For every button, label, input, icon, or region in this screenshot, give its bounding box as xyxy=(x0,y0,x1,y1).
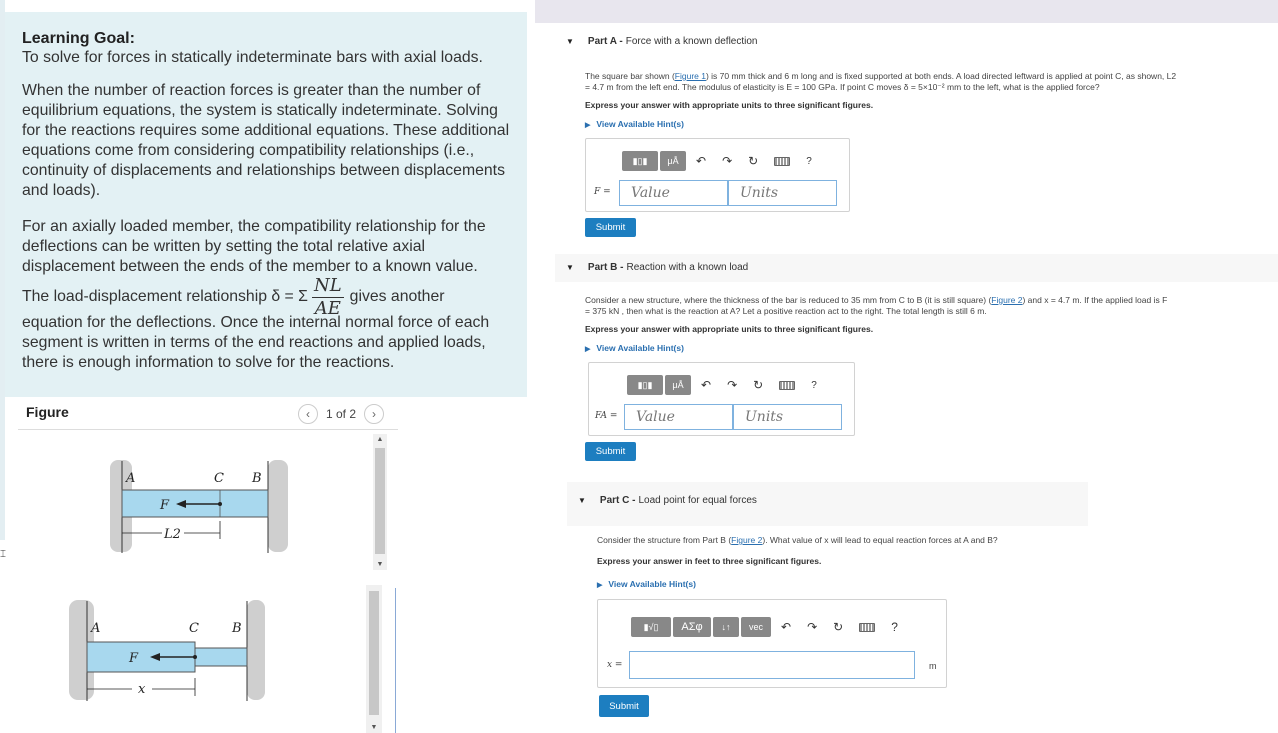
label-b: B xyxy=(232,621,242,636)
reset-icon[interactable]: ↻ xyxy=(753,378,764,392)
cursor-mark: ⌶ xyxy=(0,549,6,560)
load-point xyxy=(218,502,222,506)
figure-scrollbar[interactable] xyxy=(373,434,387,570)
math-toolbar xyxy=(631,617,906,637)
reset-icon[interactable]: ↻ xyxy=(833,620,844,634)
part-a-value-input[interactable]: Value xyxy=(619,180,728,206)
part-b-units-input[interactable]: Units xyxy=(733,404,842,430)
figure-2-diagram xyxy=(62,598,282,703)
part-b-question: Consider a new structure, where the thickness of the bar is reduced to 35 mm from C to B (it is still square) (Figure 2) and x = 4.7 m. If the applied load is F = 375 kN , then what is the reaction at A? Let a positive reaction act to the right. The total length is still 6 m. xyxy=(585,295,1168,316)
part-a-var-label: F = xyxy=(594,187,611,197)
figure-2-link[interactable]: Figure 2 xyxy=(991,295,1023,305)
thin-bar xyxy=(195,648,247,666)
collapse-triangle-icon[interactable]: ▼ xyxy=(566,263,574,272)
formula-prefix: The load-displacement relationship δ = Σ xyxy=(22,288,308,305)
figure-1-diagram xyxy=(100,455,300,555)
formula-denominator: AE xyxy=(314,297,341,319)
help-icon[interactable]: ? xyxy=(891,620,898,634)
figure-2-link[interactable]: Figure 2 xyxy=(731,535,763,545)
redo-icon[interactable]: ↷ xyxy=(722,154,733,168)
figure-title: Figure xyxy=(26,404,69,420)
part-c-var-label: x = xyxy=(607,660,623,670)
math-toolbar xyxy=(622,151,820,171)
part-a-instruction: Express your answer with appropriate units to three significant figures. xyxy=(585,100,874,110)
part-b-header[interactable] xyxy=(566,262,748,273)
keyboard-icon[interactable] xyxy=(779,381,795,390)
goal-formula-line xyxy=(22,274,527,319)
math-toolbar xyxy=(627,375,825,395)
part-b-label: Part B - xyxy=(587,262,624,273)
collapse-triangle-icon[interactable]: ▼ xyxy=(578,496,586,505)
label-l2: L2 xyxy=(164,527,181,542)
help-icon[interactable]: ? xyxy=(806,155,812,167)
scroll-thumb[interactable] xyxy=(375,448,385,554)
help-icon[interactable]: ? xyxy=(811,379,817,391)
part-c-hint[interactable]: ▶ View Available Hint(s) xyxy=(597,579,696,589)
label-a: A xyxy=(91,621,101,636)
part-b-value-input[interactable]: Value xyxy=(624,404,733,430)
part-c-answer-box xyxy=(597,599,947,688)
part-a-header[interactable] xyxy=(566,36,757,47)
caret-right-icon: ▶ xyxy=(597,582,603,589)
scroll-thumb[interactable] xyxy=(369,591,379,715)
part-c-unit: m xyxy=(929,661,937,671)
part-a-question: The square bar shown (Figure 1) is 70 mm thick and 6 m long and is fixed supported at both ends. A load directed leftward is applied at point C, as shown, L2 = 4.7 m from the left end. The modulus of elasticity is E = 100 GPa. If point C moves δ = 5×10⁻² mm to the left, what is the applied force? xyxy=(585,71,1177,92)
goal-heading: Learning Goal: xyxy=(22,30,135,47)
figure-pager xyxy=(298,404,384,424)
part-a-title: Force with a known deflection xyxy=(625,36,758,47)
formula-suffix: gives another xyxy=(349,288,445,305)
reset-icon[interactable]: ↻ xyxy=(748,154,759,168)
figure-header xyxy=(18,398,398,430)
part-c-instruction: Express your answer in feet to three significant figures. xyxy=(597,556,822,566)
greek-button[interactable]: ΑΣφ xyxy=(673,617,711,637)
goal-intro: To solve for forces in statically indeterminate bars with axial loads. xyxy=(22,49,483,66)
subscript-button[interactable]: ↓↑ xyxy=(713,617,739,637)
part-c-question: Consider the structure from Part B (Figure 2). What value of x will lead to equal reaction forces at A and B? xyxy=(597,535,998,545)
scroll-down-arrow[interactable]: ▼ xyxy=(370,724,378,731)
template-button[interactable]: ▮▯▮ xyxy=(627,375,663,395)
pager-text: 1 of 2 xyxy=(326,407,357,421)
top-strip xyxy=(535,0,1278,23)
label-f: F xyxy=(160,498,170,513)
label-f: F xyxy=(129,651,139,666)
learning-goal-panel xyxy=(5,12,527,397)
label-b: B xyxy=(252,471,262,486)
part-c-label: Part C - xyxy=(599,495,636,506)
part-c-input[interactable] xyxy=(629,651,915,679)
chevron-right-icon[interactable]: › xyxy=(364,404,384,424)
undo-icon[interactable]: ↶ xyxy=(701,378,712,392)
scroll-up-arrow[interactable]: ▲ xyxy=(376,436,384,443)
load-point xyxy=(193,655,197,659)
part-b-submit-button[interactable]: Submit xyxy=(585,442,636,461)
caret-right-icon: ▶ xyxy=(585,346,591,353)
label-c: C xyxy=(214,471,224,486)
part-b-instruction: Express your answer with appropriate units to three significant figures. xyxy=(585,324,874,334)
goal-paragraph-1: When the number of reaction forces is greater than the number of equilibrium equations, the system is statically indeterminate. Solving for the reactions requires some additional equations. These additional equations come from considering compatibility relationships (i.e., continuity of displacements and relationships between displacements and loads). xyxy=(22,82,510,199)
part-c-title: Load point for equal forces xyxy=(638,495,757,506)
keyboard-icon[interactable] xyxy=(859,623,875,632)
template-button[interactable]: ▮▯▮ xyxy=(622,151,658,171)
units-button[interactable]: μÅ xyxy=(665,375,691,395)
divider-line xyxy=(395,588,396,733)
label-x: x xyxy=(138,682,146,697)
template-button[interactable]: ▮√▯ xyxy=(631,617,671,637)
figure-scrollbar-2[interactable] xyxy=(366,585,382,733)
part-c-header[interactable] xyxy=(578,495,757,506)
keyboard-icon[interactable] xyxy=(774,157,790,166)
formula-numerator: NL xyxy=(313,274,342,296)
redo-icon[interactable]: ↷ xyxy=(807,620,818,634)
part-a-label: Part A - xyxy=(587,36,623,47)
undo-icon[interactable]: ↶ xyxy=(696,154,707,168)
scroll-down-arrow[interactable]: ▼ xyxy=(376,561,384,568)
part-a-answer-box xyxy=(585,138,850,212)
part-b-hint[interactable]: ▶ View Available Hint(s) xyxy=(585,343,684,353)
right-wall xyxy=(247,600,265,700)
undo-icon[interactable]: ↶ xyxy=(781,620,792,634)
collapse-triangle-icon[interactable]: ▼ xyxy=(566,37,574,46)
label-c: C xyxy=(189,621,199,636)
vector-button[interactable]: vec xyxy=(741,617,771,637)
units-button[interactable]: μÅ xyxy=(660,151,686,171)
part-a-hint[interactable]: ▶ View Available Hint(s) xyxy=(585,119,684,129)
part-a-units-input[interactable]: Units xyxy=(728,180,837,206)
part-b-answer-box xyxy=(588,362,855,436)
caret-right-icon: ▶ xyxy=(585,122,591,129)
chevron-left-icon[interactable]: ‹ xyxy=(298,404,318,424)
redo-icon[interactable]: ↷ xyxy=(727,378,738,392)
goal-paragraph-2: For an axially loaded member, the compatibility relationship for the deflections can be written by setting the total relative axial displacement between the ends of the member to a known value. xyxy=(22,218,486,275)
part-a-submit-button[interactable]: Submit xyxy=(585,218,636,237)
part-c-submit-button[interactable]: Submit xyxy=(599,695,649,717)
goal-paragraph-4: equation for the deflections. Once the internal normal force of each segment is written in terms of the end reactions and applied loads, there is enough information to solve for the reactions. xyxy=(22,314,490,371)
part-b-var-label: FA = xyxy=(595,411,618,421)
right-wall xyxy=(268,460,288,552)
label-a: A xyxy=(126,471,136,486)
figure-1-link[interactable]: Figure 1 xyxy=(674,71,706,81)
part-b-title: Reaction with a known load xyxy=(626,262,749,273)
